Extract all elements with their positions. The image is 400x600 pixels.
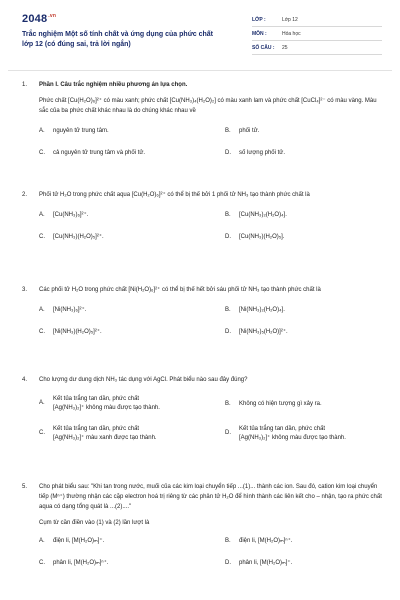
section-heading: Phần I. Câu trắc nghiệm nhiều phương án lựa chọn. [39, 82, 188, 88]
option-c[interactable]: C. Kết tủa trắng tan dần, phức chất [Ag(NH₃)₂]⁺ màu xanh được tạo thành. [39, 426, 157, 441]
question-number: 2. [22, 192, 28, 198]
option-d[interactable]: D. số lượng phối tử. [225, 150, 285, 156]
document-title: Trắc nghiệm Một số tính chất và ứng dụng của phức chất lớp 12 (có đúng sai, trả lời ngắn) [22, 31, 213, 48]
meta-row-count: SỐ CÂU : 25 [252, 41, 382, 55]
option-d[interactable]: D. [Cu(NH₃)(H₂O)₅]. [225, 234, 285, 240]
option-d[interactable]: D. phân li, [M(H₂O)ₘ]⁺. [225, 560, 293, 566]
option-d[interactable]: D. Kết tủa trắng tan dần, phức chất [Ag(NH₃)₂]⁺ không màu được tạo thành. [225, 426, 346, 441]
option-b[interactable]: B. [Ni(NH₃)₂(H₂O)₄]. [225, 307, 285, 313]
question-number: 1. [22, 82, 28, 88]
question-3 [22, 285, 384, 345]
option-c[interactable]: C. phân li, [M(H₂O)ₘ]ⁿ⁺. [39, 560, 109, 566]
option-a[interactable]: A. [Cu(NH₃)₆]²⁺. [39, 212, 89, 218]
option-b[interactable]: B. [Cu(NH₃)₂(H₂O)₄]. [225, 212, 287, 218]
option-a[interactable]: A. [Ni(NH₃)₆]²⁺. [39, 307, 87, 313]
header-divider [8, 70, 392, 71]
question-1 [22, 80, 384, 166]
option-a[interactable]: A. nguyên tử trung tâm. [39, 128, 109, 134]
question-text: Cho phát biểu sau: "Khi tan trong nước, muối của các kim loại chuyển tiếp ...(1)... thành các ion. Sau đó, cation kim loại chuyển tiếp (Mⁿ⁺) thường nhận các cặp electron hoá trị riêng từ các phân tử H₂O để hình thành các liên kết cho – nhận, tạo ra phức chất aqua có dạng tổng quát là ...(2)...." [39, 484, 382, 510]
option-c[interactable]: C. cả nguyên tử trung tâm và phối tử. [39, 150, 146, 156]
site-logo[interactable]: $2048^{.vn}$ [22, 13, 57, 25]
meta-row-class: LỚP : Lớp 12 [252, 13, 382, 27]
document-header [22, 13, 382, 61]
question-number: 3. [22, 287, 28, 293]
question-text: Phức chất [Cu(H₂O)₆]²⁺ có màu xanh; phức chất [Cu(NH₃)₄(H₂O)₂] có màu xanh lam và phức chất [CuCl₄]²⁻ có màu vàng. Màu sắc của ba phức chất khác nhau là do chúng khác nhau về [39, 98, 377, 114]
option-a[interactable]: A. điện li, [M(H₂O)ₘ]⁺. [39, 538, 105, 544]
option-d[interactable]: D. [Ni(NH₃)₅(H₂O)]²⁺. [225, 329, 288, 335]
question-prompt: Cụm từ cần điền vào (1) và (2) lần lượt là [39, 520, 150, 526]
option-c[interactable]: C. [Cu(NH₃)(H₂O)₅]²⁺. [39, 234, 104, 240]
question-5 [22, 482, 384, 572]
option-b[interactable]: B. phối tử. [225, 128, 260, 134]
question-number: 4. [22, 377, 28, 383]
question-text: Phối tử H₂O trong phức chất aqua [Cu(H₂O)₆]²⁺ có thể bị thế bởi 1 phối tử NH₃ tạo thành phức chất là [39, 192, 310, 198]
question-2 [22, 190, 384, 250]
question-text: Các phối tử H₂O trong phức chất [Ni(H₂O)₆]²⁺ có thể bị thế hết bởi sáu phối tử NH₃ tạo thành phức chất là [39, 287, 321, 293]
option-a[interactable]: A. Kết tủa trắng tan dần, phức chất [Ag(NH₃)₂]⁺ không màu được tạo thành. [39, 396, 160, 411]
question-4 [22, 375, 384, 465]
meta-row-subject: MÔN : Hóa học [252, 27, 382, 41]
question-text: Cho lượng dư dung dịch NH₃ tác dụng với AgCl. Phát biểu nào sau đây đúng? [39, 377, 248, 383]
document-meta [252, 13, 382, 55]
option-c[interactable]: C. [Ni(NH₃)(H₂O)₅]²⁺. [39, 329, 102, 335]
option-b[interactable]: B. điện li, [M(H₂O)ₘ]ⁿ⁺. [225, 538, 293, 544]
option-b[interactable]: B. Không có hiện tượng gì xảy ra. [225, 401, 322, 407]
question-number: 5. [22, 484, 28, 490]
